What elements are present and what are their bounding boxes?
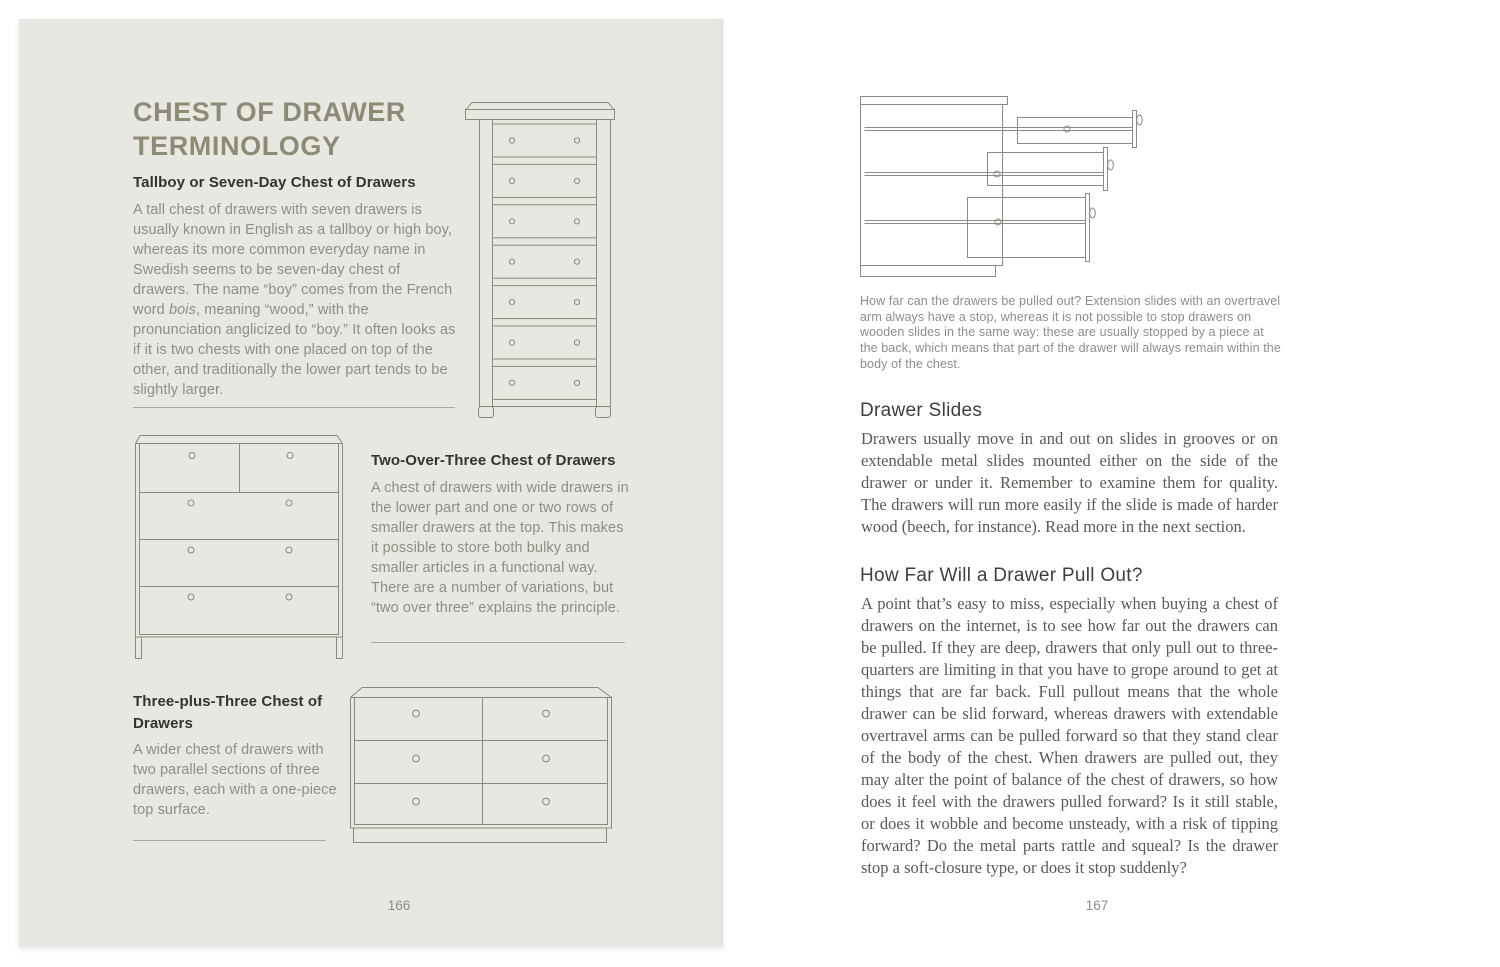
three-plus-three-body: A wider chest of drawers with two parallel sections of three drawers, each with a one-piece top surface. — [133, 742, 337, 818]
three-plus-three-heading: Three-plus-Three Chest of Drawers — [133, 693, 323, 732]
divider-under-two-over-three-text — [371, 642, 625, 643]
drawer-slides-body: Drawers usually move in and out on slides in grooves or on extendable metal slides mounted either on the side of the drawer or under it. Remember to examine them for quality. The drawers will run more easily if the slide is made of harder wood (beech, for instance). Read more in the next section. — [861, 429, 1278, 536]
divider-under-three-plus-three-text — [133, 840, 326, 841]
left-page — [19, 19, 723, 947]
pull-out-heading: How Far Will a Drawer Pull Out? — [860, 565, 1143, 586]
right-page-number: 167 — [1085, 898, 1109, 913]
tallboy-body-part2: , meaning “wood,” with the pronunciation anglicized to “boy.” It often looks as if it is two chests with one placed on top of the other, and traditionally the lower part tends to be slightly larger. — [133, 302, 456, 398]
drawer-slides-heading: Drawer Slides — [860, 400, 983, 421]
page-title-line2: TERMINOLOGY — [133, 131, 341, 161]
two-over-three-chest-illustration — [133, 430, 345, 662]
divider-under-tallboy-text — [133, 407, 455, 408]
left-page-number: 166 — [387, 898, 411, 913]
page-title-line1: CHEST OF DRAWER — [133, 97, 407, 127]
drawer-slides-diagram — [855, 90, 1147, 285]
page-title — [133, 95, 406, 163]
tallboy-body-italic-word: bois — [168, 302, 196, 318]
tallboy-heading: Tallboy or Seven-Day Chest of Drawers — [133, 174, 416, 191]
three-plus-three-chest-illustration — [348, 684, 614, 845]
tallboy-body — [133, 200, 459, 400]
tallboy-body-part1: A tall chest of drawers with seven drawers is usually known in English as a tallboy or high boy, whereas its more common everyday name in Swedish seems to be seven-day chest of drawers. The name “boy” comes from the French word — [133, 202, 453, 318]
two-over-three-heading: Two-Over-Three Chest of Drawers — [371, 452, 616, 469]
tallboy-chest-illustration — [462, 97, 618, 423]
diagram-caption: How far can the drawers be pulled out? Extension slides with an overtravel arm always have a stop, whereas it is not possible to stop drawers on wooden slides in the same way: these are usually stopped by a piece at the back, which means that part of the drawer will always remain within the body of the chest. — [860, 294, 1281, 371]
two-over-three-body: A chest of drawers with wide drawers in the lower part and one or two rows of smaller drawers at the top. This makes it possible to store both bulky and smaller articles in a functional way. There are a number of variations, but “two over three” explains the principle. — [371, 480, 629, 616]
pull-out-body: A point that’s easy to miss, especially when buying a chest of drawers on the internet, is to see how far out the drawers can be pulled. If they are deep, drawers that only pull out to three-quarters are limiting in that you have to grope around to get at things that are far back. Full pullout means that the whole drawer can be slid forward, whereas drawers with extendable overtravel arms can be pulled forward so that they stand clear of the body of the chest. When drawers are pulled out, they may alter the point of balance of the chest of drawers, so how does it feel with the drawers pulled forward? Is it still stable, or does it wobble and become unsteady, with a risk of tipping forward? Do the metal parts rattle and squeal? Is the drawer stop a soft-closure type, or does it stop suddenly? — [861, 594, 1278, 877]
